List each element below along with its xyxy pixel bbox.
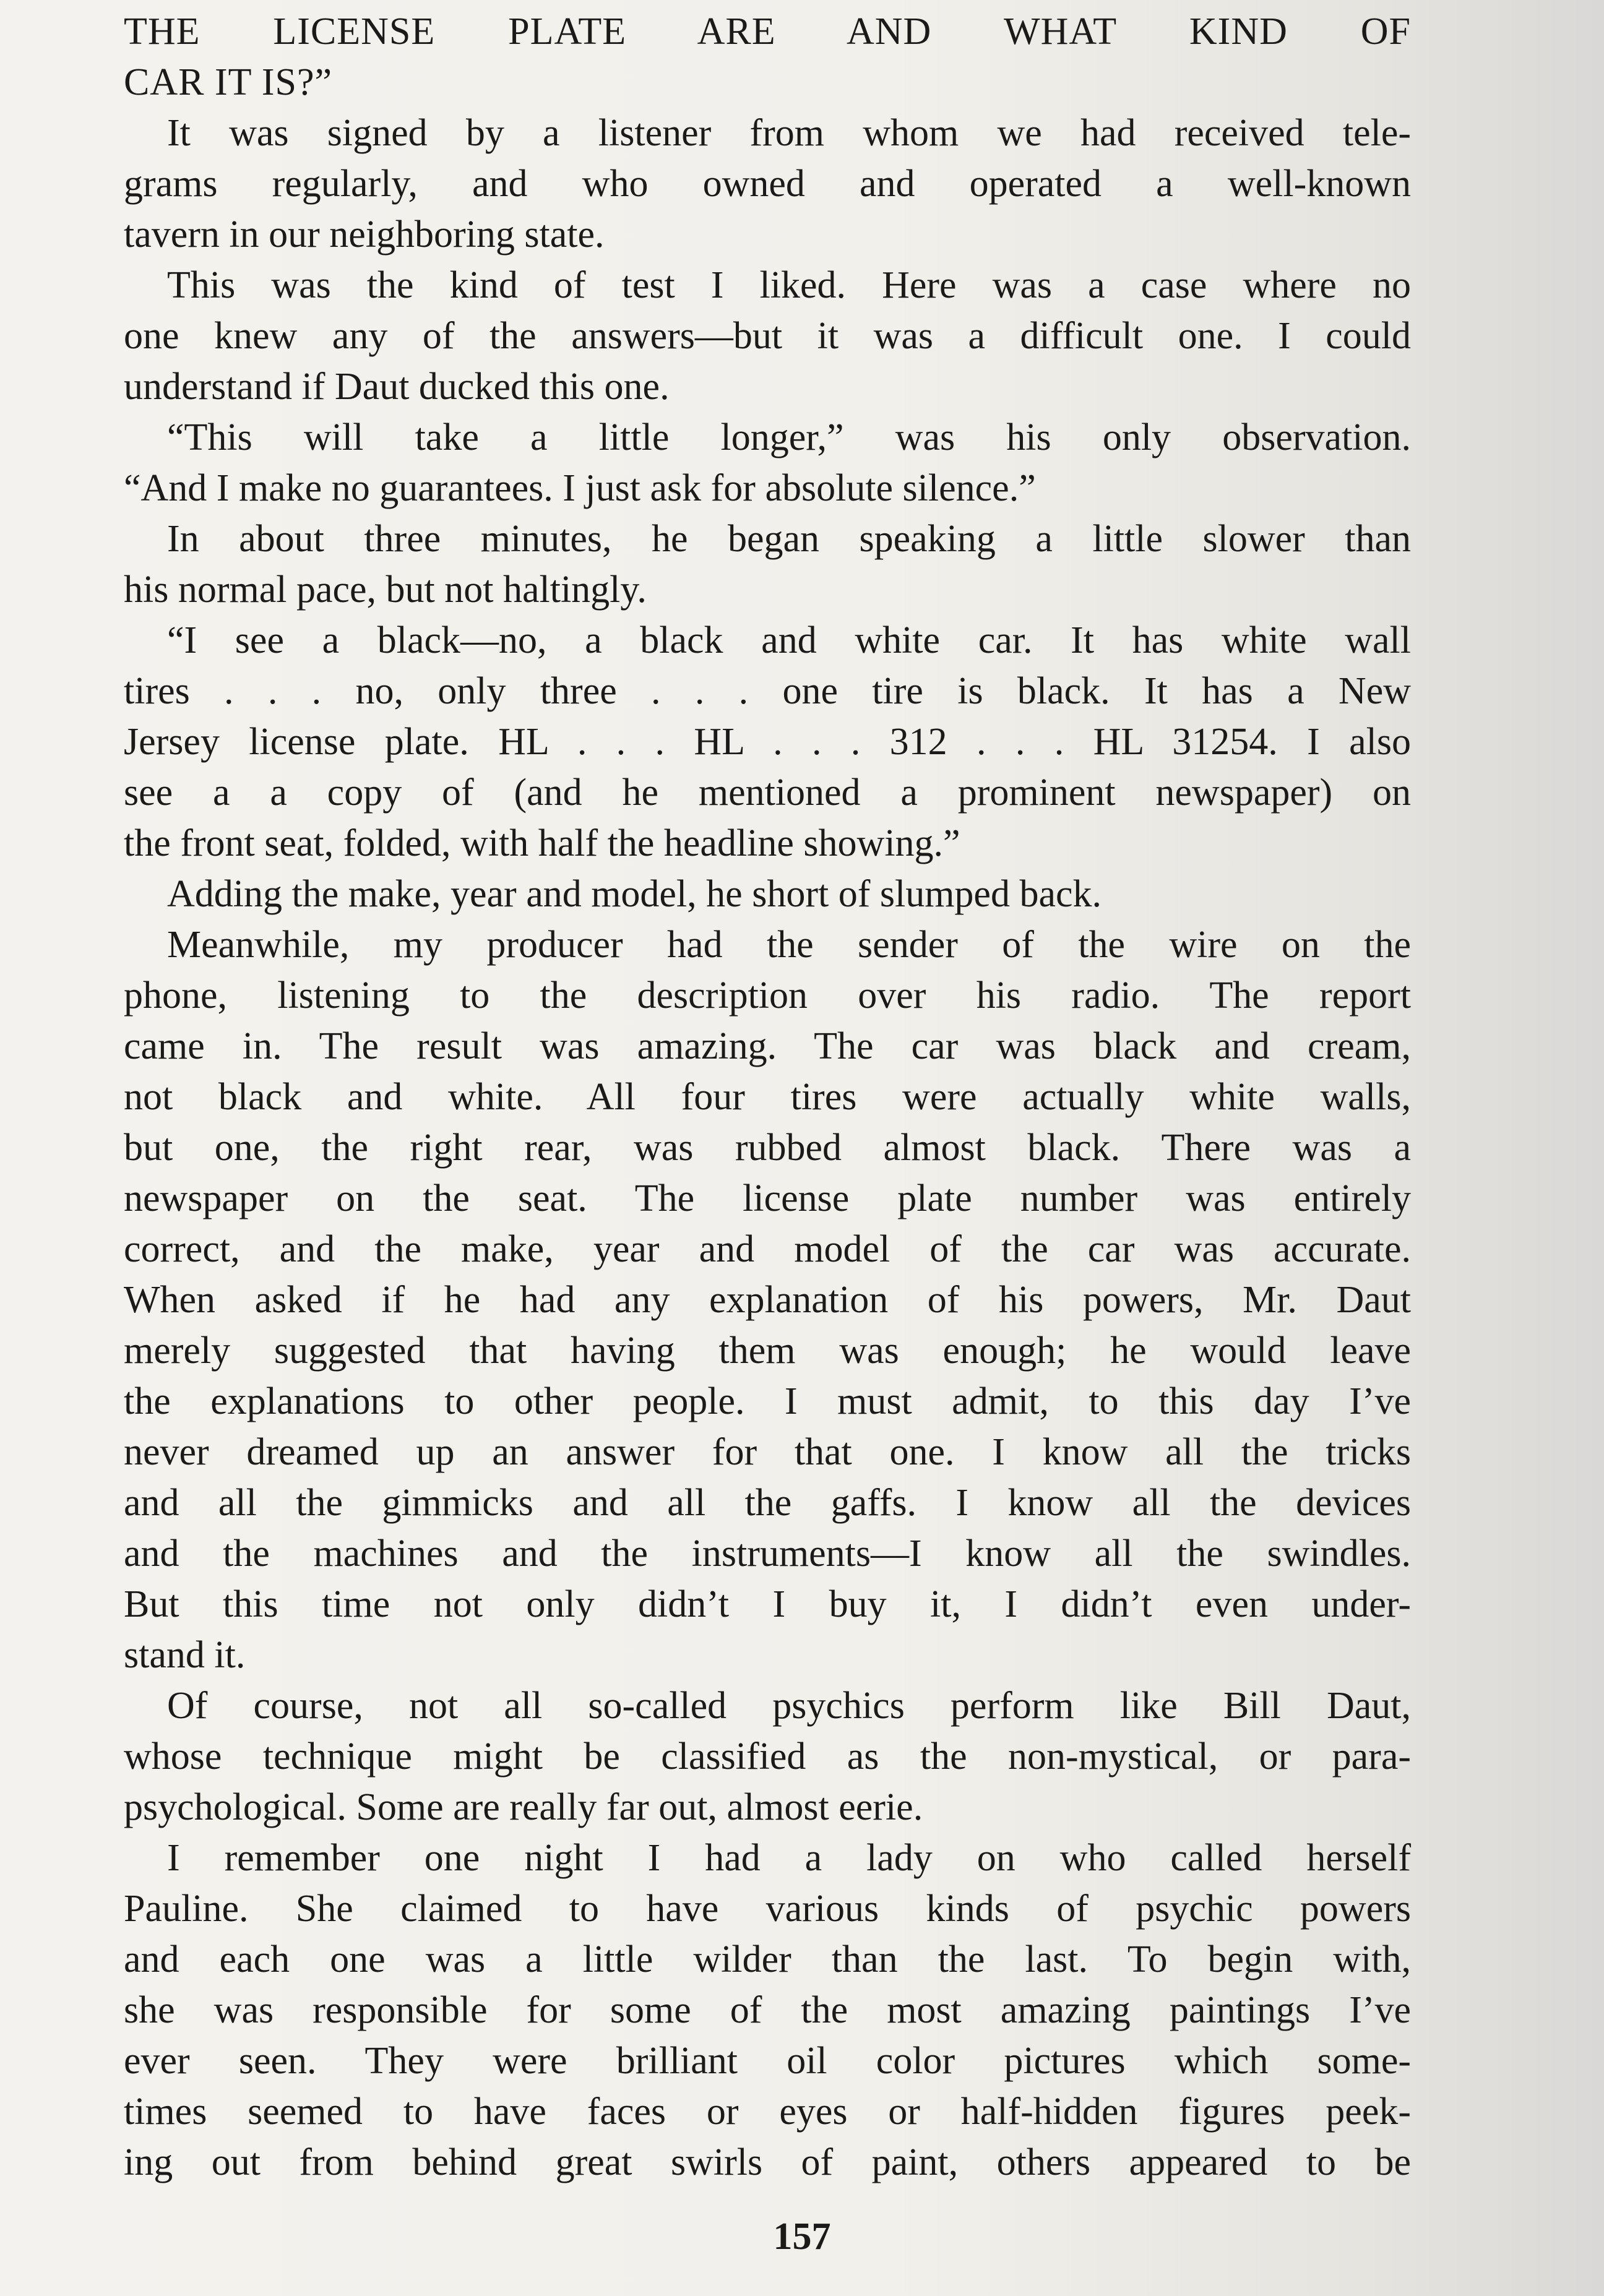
text-line: times seemed to have faces or eyes or half-hidden figures peek- — [124, 2091, 1411, 2133]
text-line: his normal pace, but not haltingly. — [124, 569, 647, 611]
text-line: “I see a black—no, a black and white car. It has white wall — [167, 619, 1411, 661]
text-line: came in. The result was amazing. The car was black and cream, — [124, 1025, 1411, 1067]
text-line: understand if Daut ducked this one. — [124, 366, 670, 408]
text-line: But this time not only didn’t I buy it, I didn’t even under- — [124, 1583, 1411, 1625]
page-text — [124, 6, 1411, 2188]
text-line: THE LICENSE PLATE ARE AND WHAT KIND OF — [124, 11, 1411, 53]
text-line: Jersey license plate. HL . . . HL . . . 312 . . . HL 31254. I also — [124, 721, 1411, 763]
text-line: Pauline. She claimed to have various kinds of psychic powers — [124, 1888, 1411, 1930]
text-line: one knew any of the answers—but it was a difficult one. I could — [124, 315, 1411, 357]
text-line: but one, the right rear, was rubbed almost black. There was a — [124, 1127, 1411, 1169]
text-line: ing out from behind great swirls of paint, others appeared to be — [124, 2141, 1411, 2183]
text-line: never dreamed up an answer for that one. I know all the tricks — [124, 1431, 1411, 1473]
text-line: see a a copy of (and he mentioned a prominent newspaper) on — [124, 772, 1411, 814]
text-line: and the machines and the instruments—I know all the swindles. — [124, 1533, 1411, 1575]
text-line: In about three minutes, he began speaking a little slower than — [167, 518, 1411, 560]
text-line: CAR IT IS?” — [124, 61, 333, 103]
text-line: and each one was a little wilder than the last. To begin with, — [124, 1938, 1411, 1980]
text-line: ever seen. They were brilliant oil color pictures which some- — [124, 2040, 1411, 2082]
text-line: and all the gimmicks and all the gaffs. I know all the devices — [124, 1482, 1411, 1524]
page-number: 157 — [773, 2216, 831, 2258]
text-line: tires . . . no, only three . . . one tire is black. It has a New — [124, 670, 1411, 712]
text-line: correct, and the make, year and model of the car was accurate. — [124, 1228, 1411, 1270]
text-line: newspaper on the seat. The license plate number was entirely — [124, 1177, 1411, 1219]
text-line: This was the kind of test I liked. Here was a case where no — [167, 264, 1411, 306]
text-line: merely suggested that having them was enough; he would leave — [124, 1330, 1411, 1372]
text-line: stand it. — [124, 1634, 246, 1676]
text-line: whose technique might be classified as the non-mystical, or para- — [124, 1735, 1411, 1778]
text-line: tavern in our neighboring state. — [124, 213, 605, 256]
text-line: she was responsible for some of the most amazing paintings I’ve — [124, 1989, 1411, 2031]
text-line: It was signed by a listener from whom we had received tele- — [167, 112, 1411, 154]
text-line: psychological. Some are really far out, almost eerie. — [124, 1786, 923, 1828]
text-line: “And I make no guarantees. I just ask for absolute silence.” — [124, 467, 1036, 509]
text-line: not black and white. All four tires were actually white walls, — [124, 1076, 1411, 1118]
text-line: grams regularly, and who owned and operated a well-known — [124, 163, 1411, 205]
text-line: the explanations to other people. I must admit, to this day I’ve — [124, 1380, 1411, 1422]
text-line: Adding the make, year and model, he short of slumped back. — [167, 873, 1102, 915]
text-line: Of course, not all so-called psychics perform like Bill Daut, — [167, 1685, 1411, 1727]
text-line: phone, listening to the description over his radio. The report — [124, 974, 1411, 1017]
text-line: Meanwhile, my producer had the sender of the wire on the — [167, 924, 1411, 966]
text-line: I remember one night I had a lady on who called herself — [167, 1837, 1411, 1879]
text-line: the front seat, folded, with half the headline showing.” — [124, 822, 960, 864]
text-line: When asked if he had any explanation of his powers, Mr. Daut — [124, 1279, 1411, 1321]
text-line: “This will take a little longer,” was his only observation. — [167, 416, 1411, 458]
